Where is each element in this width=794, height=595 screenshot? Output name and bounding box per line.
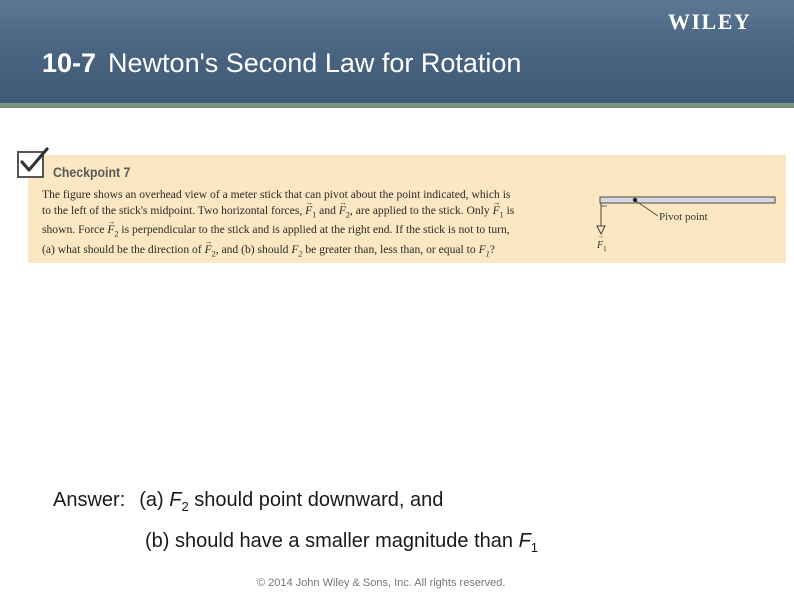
vector-f1: → $F_1$	[305, 204, 316, 217]
section-number: 10-7	[42, 48, 97, 78]
checkpoint-heading: Checkpoint 7	[53, 164, 131, 180]
vector-f2: → $F_2$	[339, 204, 350, 217]
copyright-footer: © 2014 John Wiley & Sons, Inc. All rights reserved.	[257, 577, 506, 589]
answer-label: Answer:	[53, 489, 126, 511]
question-line-1: The figure shows an overhead view of a meter stick that can pivot about the point indicated, which is	[42, 188, 511, 201]
title-text: Newton's Second Law for Rotation	[108, 48, 522, 78]
question-line-4: (a) what should be the direction of → $F_2$, and (b) should $F_2$ be greater than, less than, or equal to $F_1$?	[42, 242, 642, 262]
slide-title	[42, 48, 521, 79]
question-line-2: to the left of the stick's midpoint. Two horizontal forces, → $F_1$ and → $F_2$, are applied to the stick. Only → $F_1$ is	[42, 203, 642, 223]
header-rule	[0, 103, 794, 108]
answer-part-a: Answer: (a) $F_2$ should point downward, and	[53, 489, 444, 514]
meter-stick-figure	[590, 186, 780, 258]
meter-stick	[600, 197, 775, 203]
pivot-label: Pivot point	[659, 211, 708, 223]
answer-part-b: (b) should have a smaller magnitude than $F_1$	[145, 530, 539, 555]
force-label: $F_1$	[597, 240, 607, 253]
vector-f2: → $F_2$	[205, 243, 216, 256]
checkpoint-question	[42, 187, 642, 262]
checkbox-icon	[17, 151, 44, 178]
vector-f2: → $F_2$	[107, 223, 118, 236]
question-line-3: shown. Force → $F_2$ is perpendicular to the stick and is applied at the right end. If the stick is not to turn,	[42, 222, 642, 242]
wiley-logo: WILEY	[668, 9, 752, 34]
svg-text:→: →	[597, 233, 604, 240]
vector-f1: → $F_1$	[493, 204, 504, 217]
